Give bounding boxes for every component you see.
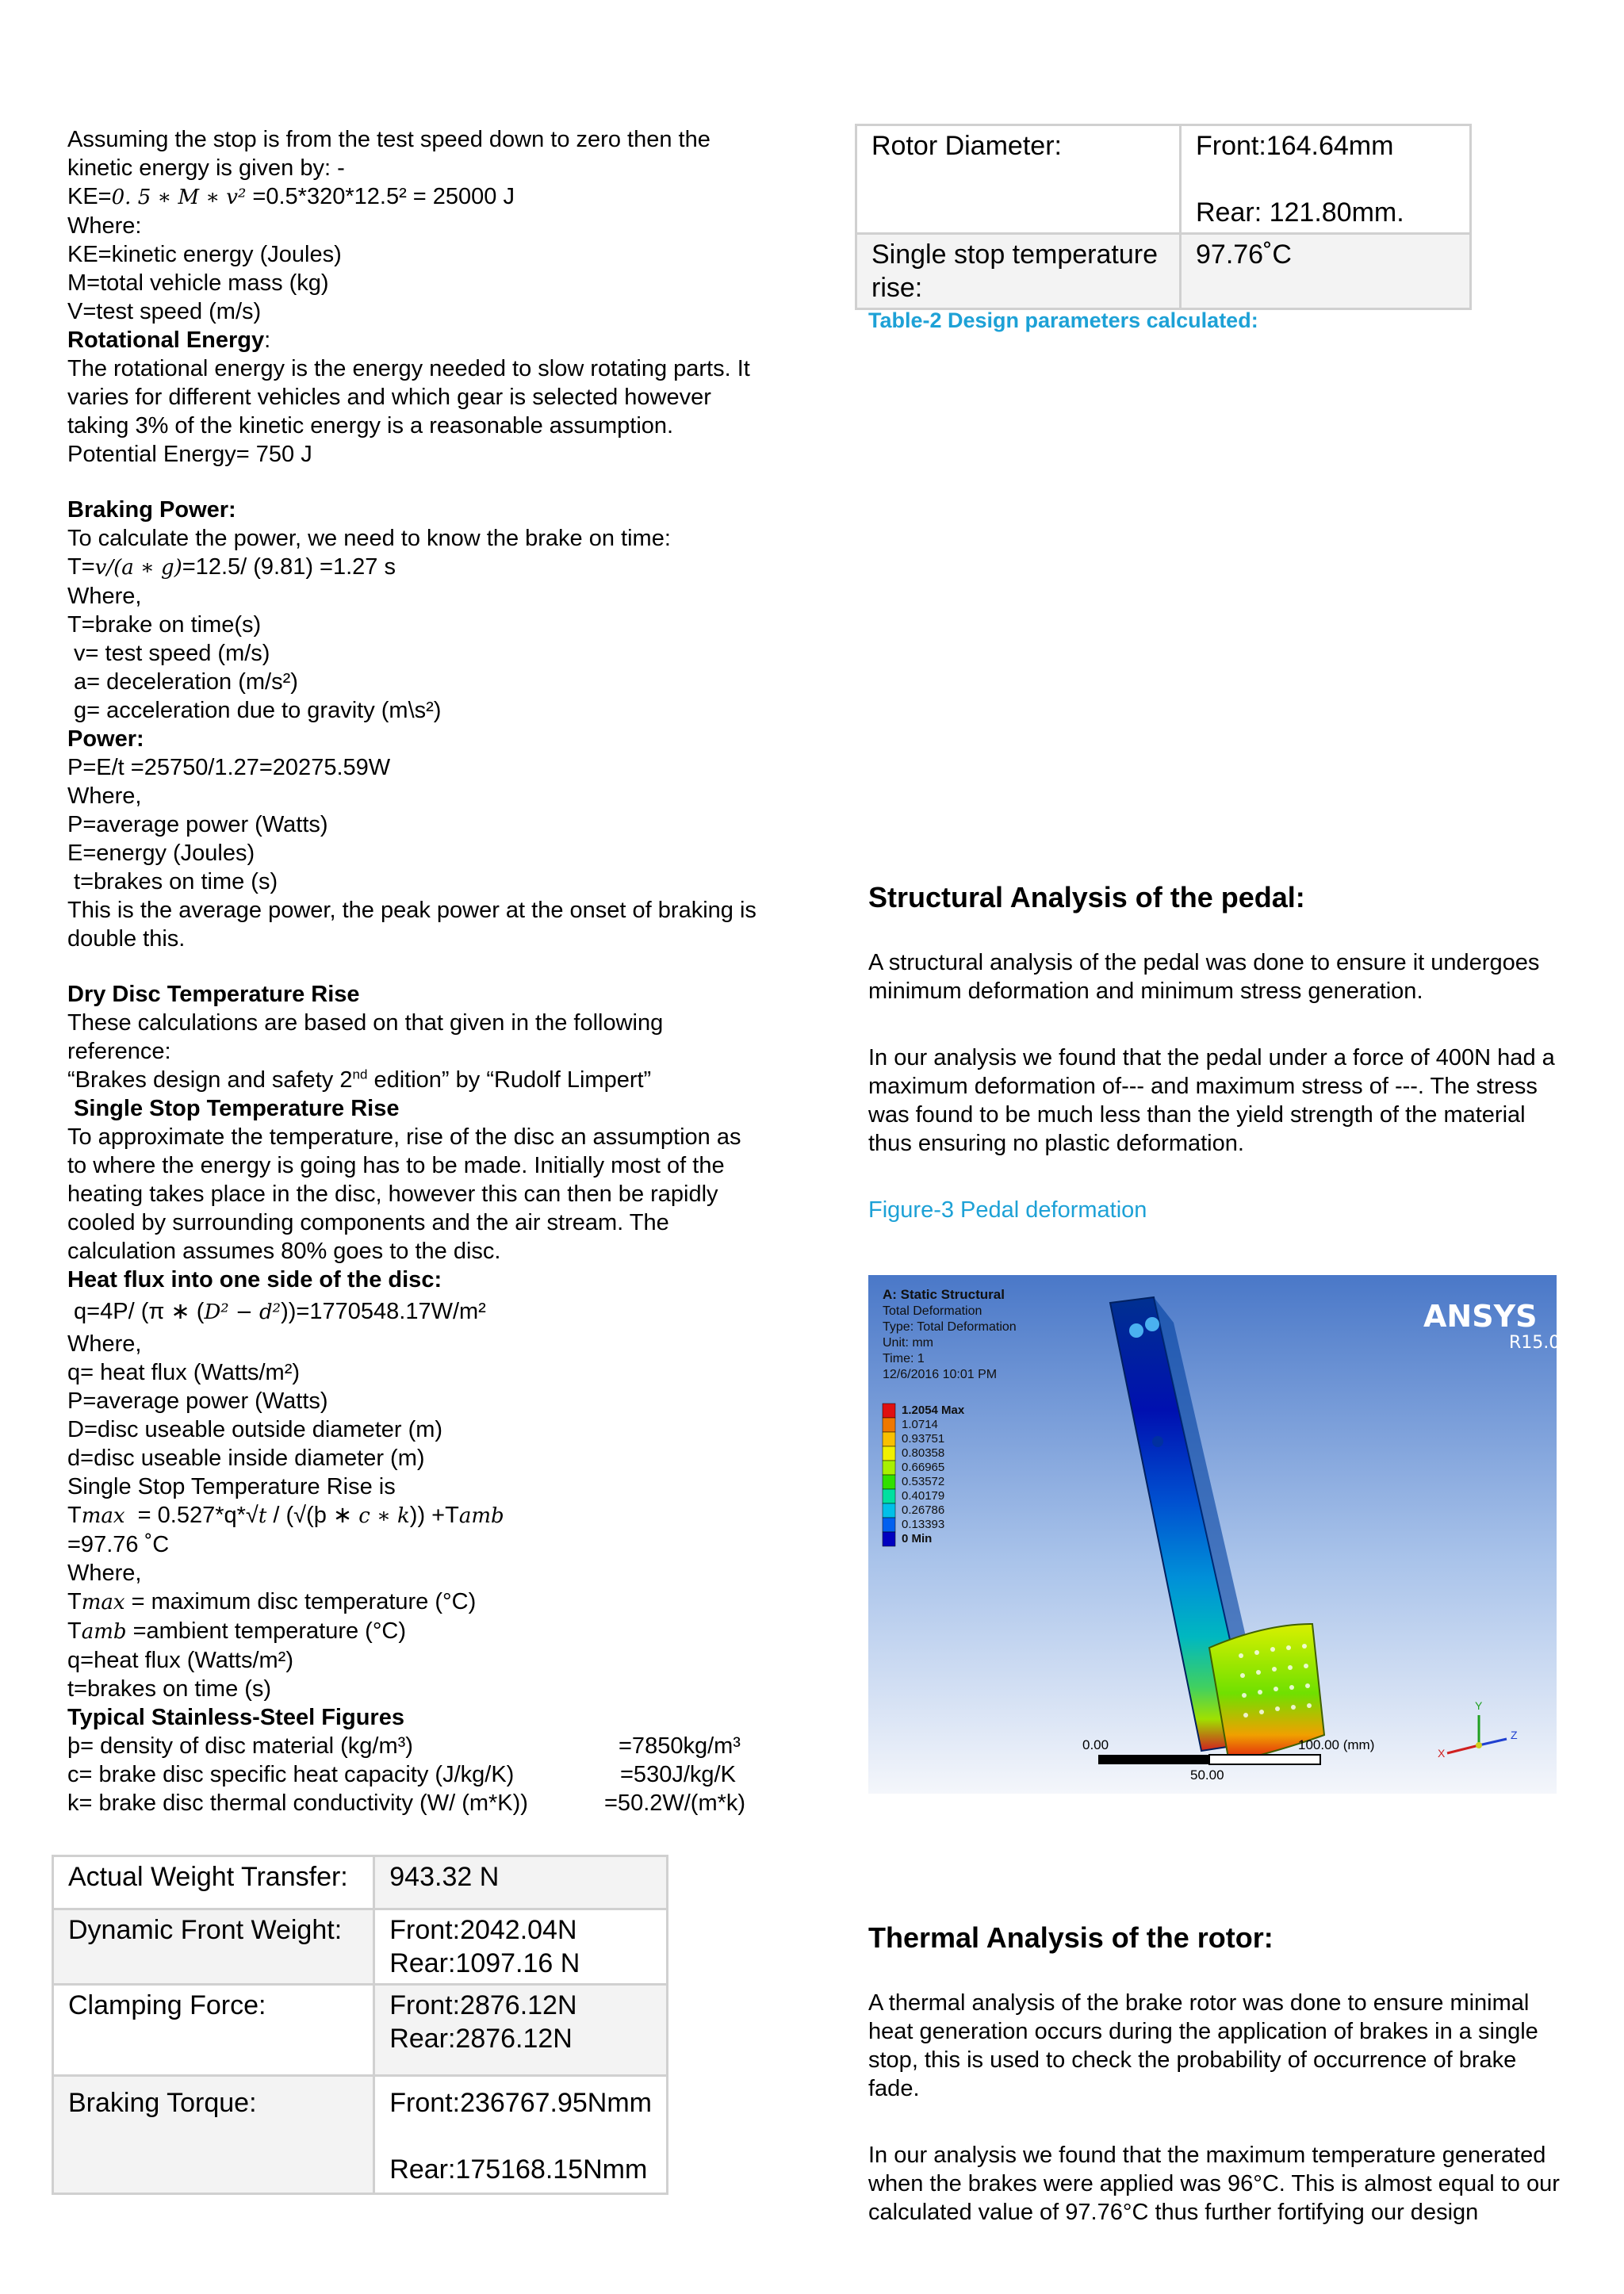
braking-power-line: To calculate the power, we need to know the brake on time: [67, 526, 671, 551]
figure-caption: Figure-3 Pedal deformation [868, 1197, 1147, 1223]
legend-label: 0.13393 [902, 1518, 945, 1531]
q-where-line: D=disc useable outside diameter (m) [67, 1417, 443, 1442]
dry-disc-line: These calculations are based on that given in the following [67, 1010, 664, 1036]
legend-label: 0.66965 [902, 1461, 945, 1474]
legend-label: 0.93751 [902, 1432, 945, 1446]
q-where-line: q= heat flux (Watts/m²) [67, 1360, 301, 1385]
braking-power-heading: Braking Power: [67, 497, 236, 523]
single-stop-line: to where the energy is going has to be made. Initially most of the [67, 1153, 725, 1178]
legend-swatch [883, 1432, 895, 1446]
legend-label: 0.26786 [902, 1503, 945, 1517]
info-line: Total Deformation [883, 1304, 982, 1318]
legend-swatch [883, 1489, 895, 1503]
power-line: Where, [67, 783, 142, 809]
thermal-para1-line: stop, this is used to check the probability of occurrence of brake [868, 2047, 1517, 2073]
q-where-line: Single Stop Temperature Rise is [67, 1474, 396, 1499]
power-line: double this. [67, 926, 186, 952]
pivot-hole [1129, 1323, 1143, 1338]
legend-label: 0.40179 [902, 1489, 945, 1503]
steel-row: c= brake disc specific heat capacity (J/kg/K) =530J/kg/K [67, 1762, 736, 1787]
legend-label: 1.2054 Max [902, 1404, 965, 1417]
ke-formula: KE=0. 5 ∗ M ∗ v² =0.5*320*12.5² = 25000 J [67, 184, 515, 209]
ke-where-line: M=total vehicle mass (kg) [67, 270, 329, 296]
pivot-hole [1145, 1317, 1159, 1331]
ke-where-line: V=test speed (m/s) [67, 299, 262, 324]
single-stop-line: cooled by surrounding components and the air stream. The [67, 1210, 669, 1235]
legend-swatch [883, 1461, 895, 1475]
intro-line: kinetic energy is given by: - [67, 155, 345, 181]
info-line: Type: Total Deformation [883, 1320, 1017, 1334]
q-where-line: Where, [67, 1331, 142, 1357]
thermal-para1-line: fade. [868, 2076, 920, 2101]
heat-flux-heading: Heat flux into one side of the disc: [67, 1267, 442, 1293]
single-stop-line: To approximate the temperature, rise of the disc an assumption as [67, 1124, 741, 1150]
rotational-line: varies for different vehicles and which gear is selected however [67, 385, 711, 410]
ansys-render [868, 1275, 1557, 1794]
dry-disc-line: reference: [67, 1039, 171, 1064]
thermal-section [868, 1921, 1606, 2227]
table-row [53, 1985, 668, 2076]
tmax-tail-line: q=heat flux (Watts/m²) [67, 1648, 293, 1673]
thermal-para2-line: when the brakes were applied was 96°C. This is almost equal to our [868, 2171, 1560, 2196]
info-line: Unit: mm [883, 1336, 933, 1350]
ansys-logo: ANSYS [1423, 1299, 1538, 1334]
table-cell-label: Dynamic Front Weight: [53, 1909, 374, 1985]
steel-row: k= brake disc thermal conductivity (W/ (m*K)) =50.2W/(m*k) [67, 1790, 746, 1816]
table-row [53, 1856, 668, 1909]
rotational-line: Potential Energy= 750 J [67, 442, 312, 467]
t-where-line: g= acceleration due to gravity (m\s²) [67, 698, 442, 723]
table-cell-value: 943.32 N [374, 1856, 668, 1909]
legend-swatch [883, 1518, 895, 1532]
legend-swatch [883, 1418, 895, 1432]
scale-label-mid: 50.00 [1190, 1767, 1224, 1783]
power-heading: Power: [67, 726, 144, 752]
power-line: P=average power (Watts) [67, 812, 328, 837]
thermal-heading: Thermal Analysis of the rotor: [868, 1921, 1274, 1954]
q-where-line: P=average power (Watts) [67, 1388, 328, 1414]
svg-text:Z: Z [1511, 1729, 1518, 1741]
steel-heading: Typical Stainless-Steel Figures [67, 1705, 404, 1730]
single-stop-heading: Single Stop Temperature Rise [67, 1096, 400, 1121]
rotational-line: The rotational energy is the energy needed to slow rotating parts. It [67, 356, 750, 381]
thermal-para1-line: A thermal analysis of the brake rotor was done to ensure minimal [868, 1990, 1530, 2016]
mount-hole [1152, 1436, 1163, 1447]
tmax-definition: Tmax = maximum disc temperature (°C) [67, 1589, 477, 1614]
table-row [856, 125, 1471, 234]
legend-label: 1.0714 [902, 1418, 938, 1431]
power-line: E=energy (Joules) [67, 841, 255, 866]
table-row [53, 1909, 668, 1985]
legend-label: 0 Min [902, 1532, 933, 1545]
ke-where-line: Where: [67, 213, 142, 239]
power-line: This is the average power, the peak power at the onset of braking is [67, 898, 756, 923]
legend-swatch [883, 1404, 895, 1418]
single-stop-line: calculation assumes 80% goes to the disc. [67, 1239, 501, 1264]
rotational-line: taking 3% of the kinetic energy is a reasonable assumption. [67, 413, 674, 439]
table-cell-value: Front:164.64mm Rear: 121.80mm. [1181, 125, 1471, 234]
power-line: P=E/t =25750/1.27=20275.59W [67, 755, 391, 780]
table-cell-label: Rotor Diameter: [856, 125, 1181, 234]
tmax-where: Where, [67, 1561, 142, 1586]
legend-swatch [883, 1446, 895, 1461]
table-cell-label: Clamping Force: [53, 1985, 374, 2076]
reference-line: “Brakes design and safety 2nd edition” by “Rudolf Limpert” [67, 1067, 652, 1093]
scale-bar-dark [1098, 1755, 1209, 1764]
ke-where-line: KE=kinetic energy (Joules) [67, 242, 342, 267]
tmax-result: =97.76 ˚C [67, 1532, 170, 1557]
structural-para2-line: maximum deformation of--- and maximum stress of ---. The stress [868, 1074, 1538, 1099]
table-caption: Table-2 Design parameters calculated: [868, 308, 1258, 332]
legend-label: 0.80358 [902, 1446, 945, 1460]
steel-row: þ= density of disc material (kg/m³) =7850kg/m³ [67, 1733, 741, 1759]
intro-line: Assuming the stop is from the test speed down to zero then the [67, 127, 710, 152]
scale-bar-light [1209, 1755, 1320, 1764]
legend-swatch [883, 1475, 895, 1489]
structural-heading: Structural Analysis of the pedal: [868, 881, 1305, 913]
table-cell-label: Single stop temperature rise: [856, 234, 1181, 309]
legend-swatch [883, 1503, 895, 1518]
t-where-line: Where, [67, 584, 142, 609]
table-cell-value: 97.76˚C [1181, 234, 1471, 309]
info-line: Time: 1 [883, 1352, 925, 1365]
design-values-table [52, 1855, 668, 2195]
power-line: t=brakes on time (s) [67, 869, 278, 894]
ansys-version: R15.0 [1509, 1333, 1557, 1353]
t-where-line: v= test speed (m/s) [67, 641, 270, 666]
tmax-formula: Tmax = 0.527*q*√t / (√(þ ∗ c ∗ k)) +Tamb [67, 1503, 504, 1528]
scale-label-left: 0.00 [1082, 1737, 1109, 1752]
scale-label-right: 100.00 (mm) [1298, 1737, 1375, 1752]
tmax-tail-line: t=brakes on time (s) [67, 1676, 272, 1702]
info-line: 12/6/2016 10:01 PM [883, 1368, 998, 1381]
svg-text:Y: Y [1475, 1699, 1483, 1712]
left-column [67, 125, 805, 1817]
structural-para2-line: was found to be much less than the yield strength of the material [868, 1102, 1526, 1128]
legend-label: 0.53572 [902, 1475, 945, 1488]
table-row [53, 2076, 668, 2194]
table-cell-value: Front:2876.12N Rear:2876.12N [374, 1985, 668, 2076]
rotational-heading: Rotational Energy: [67, 327, 271, 353]
rotor-parameters-table [855, 124, 1472, 310]
q-where-line: d=disc useable inside diameter (m) [67, 1446, 425, 1471]
table-cell-label: Braking Torque: [53, 2076, 374, 2194]
structural-para2-line: thus ensuring no plastic deformation. [868, 1131, 1244, 1156]
single-stop-line: heating takes place in the disc, however this can then be rapidly [67, 1181, 718, 1207]
structural-para2-line: In our analysis we found that the pedal under a force of 400N had a [868, 1045, 1555, 1070]
thermal-para2-line: In our analysis we found that the maximum temperature generated [868, 2143, 1546, 2168]
structural-para1-line: minimum deformation and minimum stress generation. [868, 978, 1423, 1004]
legend-swatch [883, 1532, 895, 1546]
svg-text:X: X [1438, 1747, 1446, 1760]
table-cell-value: Front:2042.04N Rear:1097.16 N [374, 1909, 668, 1985]
t-formula: T=v/(a ∗ g)=12.5/ (9.81) =1.27 s [67, 554, 396, 580]
structural-para1-line: A structural analysis of the pedal was done to ensure it undergoes [868, 950, 1540, 975]
dry-disc-heading: Dry Disc Temperature Rise [67, 982, 360, 1007]
table-row [856, 234, 1471, 309]
thermal-para1-line: heat generation occurs during the application of brakes in a single [868, 2019, 1538, 2044]
t-where-line: a= deceleration (m/s²) [67, 669, 298, 695]
thermal-para2-line: calculated value of 97.76°C thus further fortifying our design [868, 2200, 1479, 2225]
tamb-definition: Tamb =ambient temperature (°C) [67, 1618, 407, 1644]
t-where-line: T=brake on time(s) [67, 612, 262, 638]
table-cell-label: Actual Weight Transfer: [53, 1856, 374, 1909]
structural-section [868, 880, 1606, 1224]
info-title: A: Static Structural [883, 1287, 1005, 1302]
table-cell-value: Front:236767.95Nmm Rear:175168.15Nmm [374, 2076, 668, 2194]
q-formula: q=4P/ (π ∗ (D² − d²))=1770548.17W/m² [67, 1299, 486, 1324]
pedal-deformation-figure [868, 1275, 1557, 1794]
